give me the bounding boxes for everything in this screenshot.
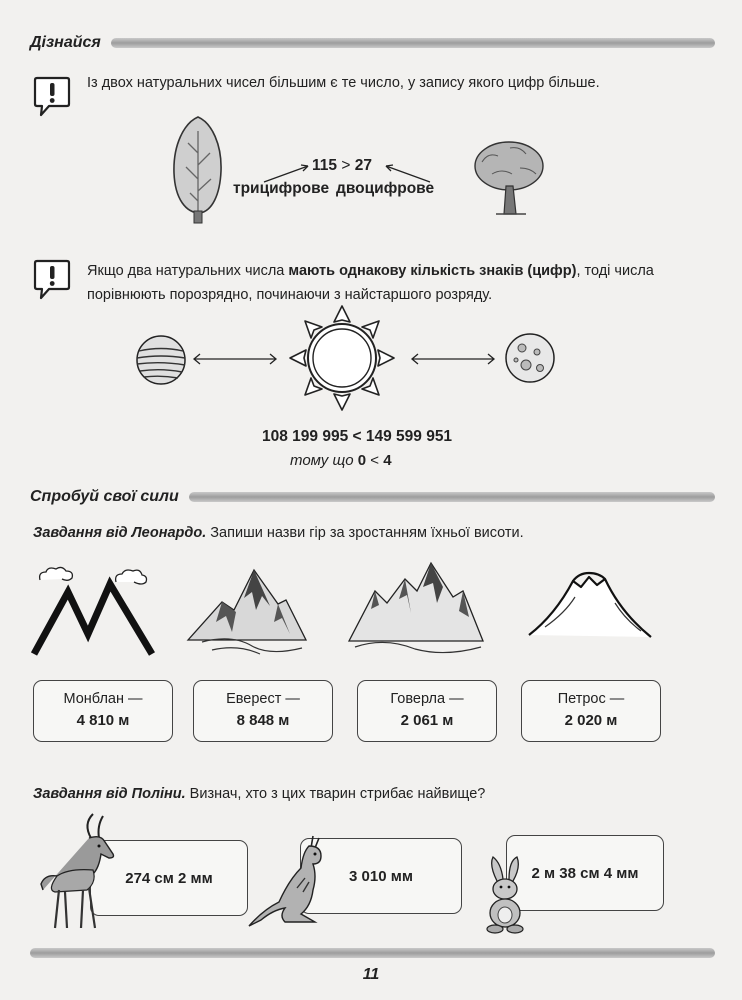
less-sign: < <box>370 452 380 469</box>
mountain-name: Монблан — <box>63 691 143 707</box>
double-arrow-icon <box>190 352 280 366</box>
task-lead: Завдання від Леонардо. <box>33 525 207 541</box>
section-title: Дізнайся <box>30 34 111 52</box>
rule-part-bold: мають однакову кількість знаків (цифр) <box>288 263 577 279</box>
label-three-digit: трицифрове <box>233 180 330 197</box>
rule-text-digit-by-digit <box>87 259 687 307</box>
hare-icon <box>475 855 535 935</box>
bottom-divider <box>30 948 715 958</box>
because-word: тому що <box>290 452 354 469</box>
jump-box-kangaroo: 3 010 мм <box>300 838 462 914</box>
task-leonardo <box>33 525 524 541</box>
section-divider <box>189 492 715 502</box>
task-polina <box>33 786 485 802</box>
number-three-digit: 115 <box>312 157 338 174</box>
mountain-petros-icon <box>525 557 655 662</box>
mountain-montblanc-icon <box>30 562 160 662</box>
comparison-reason <box>290 452 392 469</box>
task-text: Запиши назви гір за зростанням їхньої висоти. <box>206 525 524 541</box>
section-divider <box>111 38 715 48</box>
kangaroo-icon <box>245 832 330 932</box>
page-number: 11 <box>362 966 380 983</box>
mountain-box-petros <box>521 680 661 742</box>
rule-part-3: , тоді числа порівнюють порозрядно, починаючи з найстаршого розряду. <box>87 263 654 303</box>
mountain-box-everest <box>193 680 333 742</box>
sun-icon <box>286 302 398 414</box>
mountain-height: 4 810 м <box>76 712 130 729</box>
planet-jupiter-icon <box>134 333 188 387</box>
task-text: Визнач, хто з цих тварин стрибає найвище? <box>185 786 486 802</box>
rule-text-digit-count: Із двох натуральних чисел більшим є те число, у запису якого цифр більше. <box>87 75 600 91</box>
greater-sign: > <box>341 157 351 174</box>
comparison-example-large-numbers: 108 199 995 < 149 599 951 <box>262 428 453 445</box>
small-tree-icon <box>470 138 548 218</box>
number-two-digit: 27 <box>354 157 372 174</box>
section-header-practice <box>30 484 715 510</box>
mountain-name: Петрос — <box>557 691 625 707</box>
section-title: Спробуй свої сили <box>30 488 189 506</box>
label-two-digit: двоцифрове <box>336 180 435 197</box>
jump-box-antelope: 274 см 2 мм <box>90 840 248 916</box>
mountain-name: Еверест — <box>226 691 300 707</box>
mountain-box-hoverla <box>357 680 497 742</box>
mountain-name: Говерла — <box>390 691 464 707</box>
rule-part-1: Якщо два натуральних числа <box>87 263 289 279</box>
mountain-height: 2 020 м <box>564 712 618 729</box>
exclamation-speech-icon <box>33 76 71 118</box>
mountain-box-montblanc <box>33 680 173 742</box>
mountain-hoverla-icon <box>345 557 485 662</box>
task-lead: Завдання від Поліни. <box>33 786 186 802</box>
antelope-icon <box>35 810 130 935</box>
mountain-everest-icon <box>182 562 312 662</box>
jump-box-hare: 2 м 38 см 4 мм <box>506 835 664 911</box>
moon-icon <box>502 330 558 386</box>
tall-tree-icon <box>168 113 228 225</box>
mountain-height: 8 848 м <box>236 712 290 729</box>
exclamation-speech-icon <box>33 259 71 301</box>
section-header-learn <box>30 30 715 56</box>
digit-a: 0 <box>357 452 367 469</box>
mountain-height: 2 061 м <box>400 712 454 729</box>
digit-b: 4 <box>383 452 392 469</box>
double-arrow-icon <box>408 352 498 366</box>
